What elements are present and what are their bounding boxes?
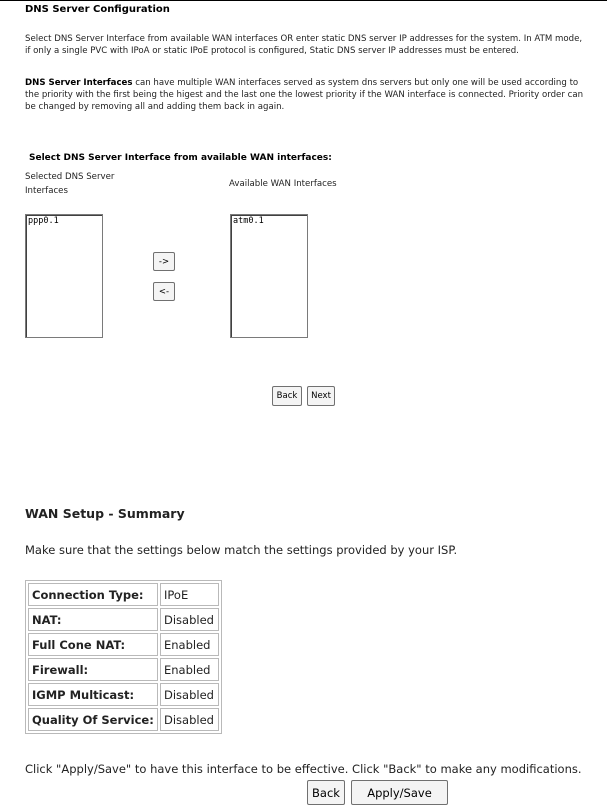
dns-back-button[interactable]: Back	[272, 386, 302, 406]
summary-intro: Make sure that the settings below match the settings provided by your ISP.	[25, 543, 458, 557]
apply-instructions: Click "Apply/Save" to have this interface to be effective. Click "Back" to make any modifications.	[25, 762, 582, 776]
dns-next-button[interactable]: Next	[307, 386, 335, 406]
table-row	[28, 708, 219, 731]
selected-interfaces-label: Selected DNS Server Interfaces	[25, 172, 115, 196]
table-row	[28, 658, 219, 681]
dns-interfaces-text: can have multiple WAN interfaces served as system dns servers but only one will be used according to the priority with the first being the higest and the last one the lowest priority if the WAN interface is connected. Priority order can be changed by removing all and adding them back in again.	[25, 78, 584, 112]
add-interface-button[interactable]: ->	[153, 252, 175, 271]
summary-key: IGMP Multicast:	[28, 683, 158, 706]
summary-key: Quality Of Service:	[28, 708, 158, 731]
summary-value: Disabled	[160, 608, 219, 631]
summary-value: Enabled	[160, 633, 219, 656]
apply-save-button[interactable]: Apply/Save	[351, 780, 448, 805]
select-interface-heading: Select DNS Server Interface from available WAN interfaces:	[29, 153, 332, 163]
dns-interfaces-term: DNS Server Interfaces	[25, 78, 133, 88]
available-interfaces-list[interactable]	[230, 214, 308, 338]
table-row	[28, 608, 219, 631]
summary-value: Enabled	[160, 658, 219, 681]
dns-config-title: DNS Server Configuration	[25, 4, 170, 15]
top-divider	[0, 0, 607, 1]
summary-value: Disabled	[160, 683, 219, 706]
table-row	[28, 583, 219, 606]
summary-back-button[interactable]: Back	[307, 780, 345, 805]
list-item[interactable]: ppp0.1	[28, 216, 59, 226]
summary-title: WAN Setup - Summary	[25, 506, 185, 521]
list-item[interactable]: atm0.1	[233, 216, 264, 226]
summary-key: NAT:	[28, 608, 158, 631]
remove-interface-button[interactable]: <-	[153, 282, 175, 301]
summary-value: Disabled	[160, 708, 219, 731]
summary-key: Connection Type:	[28, 583, 158, 606]
selected-interfaces-list[interactable]	[25, 214, 103, 338]
dns-description: Select DNS Server Interface from available WAN interfaces OR enter static DNS server IP addresses for the system. In ATM mode, if only a single PVC with IPoA or static IPoE protocol is configured, Static DNS server IP addresses must be entered.	[25, 34, 583, 56]
summary-value: IPoE	[160, 583, 219, 606]
table-row	[28, 683, 219, 706]
table-row	[28, 633, 219, 656]
summary-key: Full Cone NAT:	[28, 633, 158, 656]
summary-table	[25, 580, 222, 734]
available-interfaces-label: Available WAN Interfaces	[229, 179, 337, 189]
summary-key: Firewall:	[28, 658, 158, 681]
dns-interfaces-description	[25, 77, 585, 113]
